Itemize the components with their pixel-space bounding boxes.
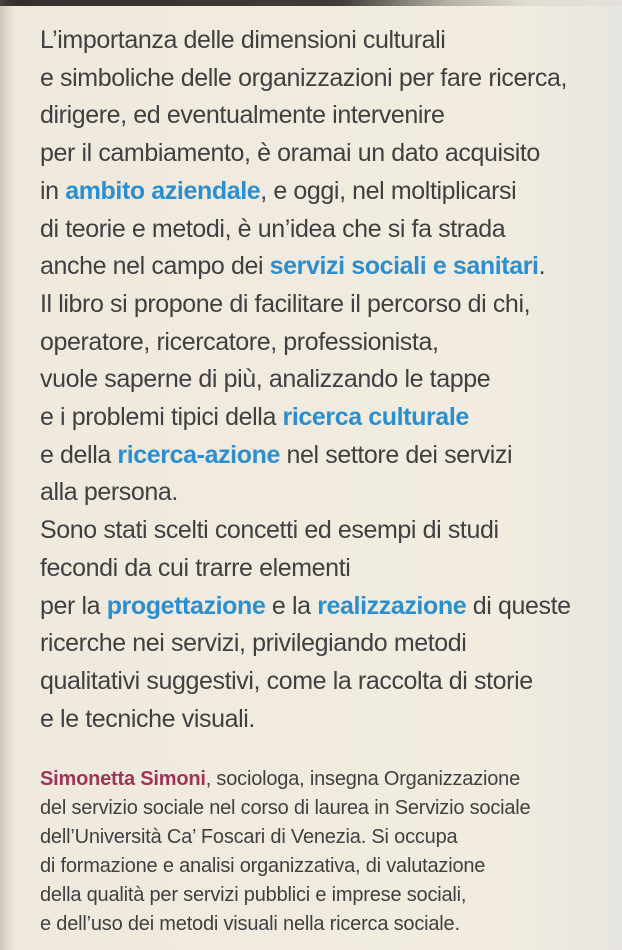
- blurb-line: [40, 550, 605, 588]
- blurb-line: [40, 361, 605, 399]
- keyword-highlight: realizzazione: [317, 591, 467, 620]
- text-segment: .: [538, 252, 546, 281]
- text-segment: L’importanza delle dimensioni culturali: [40, 26, 446, 54]
- text-segment: dell’Università Ca’ Foscari di Venezia. Si occupa: [40, 826, 458, 848]
- blurb-line: [40, 324, 605, 362]
- blurb-line: [40, 437, 605, 475]
- bio-line: [40, 852, 605, 881]
- text-segment: qualitativi suggestivi, come la raccolta di storie: [40, 666, 533, 695]
- blurb-line: [40, 97, 605, 135]
- blurb-line: [40, 512, 605, 550]
- text-segment: in: [40, 176, 66, 205]
- text-segment: di queste: [466, 591, 571, 620]
- blurb-line: [40, 211, 605, 249]
- text-segment: anche nel campo dei: [40, 252, 270, 281]
- blurb-line: [40, 135, 605, 173]
- blurb-line: [40, 173, 605, 211]
- bio-line: [40, 910, 605, 939]
- text-segment: alla persona.: [40, 478, 178, 507]
- keyword-highlight: ricerca-azione: [117, 440, 280, 469]
- text-segment: di teorie e metodi, è un’idea che si fa strada: [40, 214, 506, 243]
- book-blurb: [40, 22, 605, 738]
- top-edge-shadow: [0, 0, 622, 6]
- blurb-line: [40, 399, 605, 437]
- text-segment: e le tecniche visuali.: [40, 704, 255, 733]
- blurb-line: [40, 588, 605, 626]
- bio-line: [40, 881, 605, 910]
- text-segment: e simboliche delle organizzazioni per fare ricerca,: [40, 63, 568, 92]
- text-segment: , sociologa, insegna Organizzazione: [205, 768, 521, 790]
- text-segment: e dell’uso dei metodi visuali nella ricerca sociale.: [40, 913, 460, 935]
- bio-line: [40, 794, 605, 823]
- blurb-line: [40, 22, 605, 60]
- keyword-highlight: ambito aziendale: [65, 176, 261, 205]
- blurb-line: [40, 701, 605, 739]
- text-segment: e della: [40, 440, 118, 469]
- text-segment: per il cambiamento, è oramai un dato acquisito: [40, 139, 540, 168]
- bio-line: [40, 765, 605, 794]
- author-name: Simonetta Simoni: [40, 768, 206, 790]
- keyword-highlight: servizi sociali e sanitari: [269, 252, 539, 281]
- keyword-highlight: progettazione: [106, 591, 266, 620]
- bio-line: [40, 823, 605, 852]
- blurb-line: [40, 248, 605, 286]
- text-segment: vuole saperne di più, analizzando le tappe: [40, 365, 491, 394]
- blurb-line: [40, 60, 605, 98]
- text-segment: Il libro si propone di facilitare il percorso di chi,: [40, 289, 531, 318]
- left-edge-shadow: [0, 0, 16, 950]
- keyword-highlight: ricerca culturale: [282, 403, 469, 432]
- text-segment: del servizio sociale nel corso di laurea in Servizio sociale: [40, 797, 531, 819]
- blurb-line: [40, 474, 605, 512]
- text-segment: della qualità per servizi pubblici e imprese sociali,: [40, 884, 467, 906]
- text-segment: per la: [40, 591, 107, 620]
- text-segment: Sono stati scelti concetti ed esempi di studi: [40, 516, 499, 545]
- blurb-line: [40, 286, 605, 324]
- text-segment: di formazione e analisi organizzativa, di valutazione: [40, 855, 486, 877]
- text-segment: e la: [265, 591, 318, 620]
- text-segment: , e oggi, nel moltiplicarsi: [260, 176, 517, 205]
- text-segment: e i problemi tipici della: [40, 403, 283, 432]
- text-segment: fecondi da cui trarre elementi: [40, 553, 351, 582]
- text-segment: dirigere, ed eventualmente intervenire: [40, 101, 445, 130]
- text-segment: operatore, ricercatore, professionista,: [40, 327, 439, 356]
- text-segment: nel settore dei servizi: [279, 440, 513, 469]
- blurb-line: [40, 663, 605, 701]
- blurb-line: [40, 625, 605, 663]
- text-segment: ricerche nei servizi, privilegiando metodi: [40, 629, 467, 658]
- author-bio: [40, 765, 605, 939]
